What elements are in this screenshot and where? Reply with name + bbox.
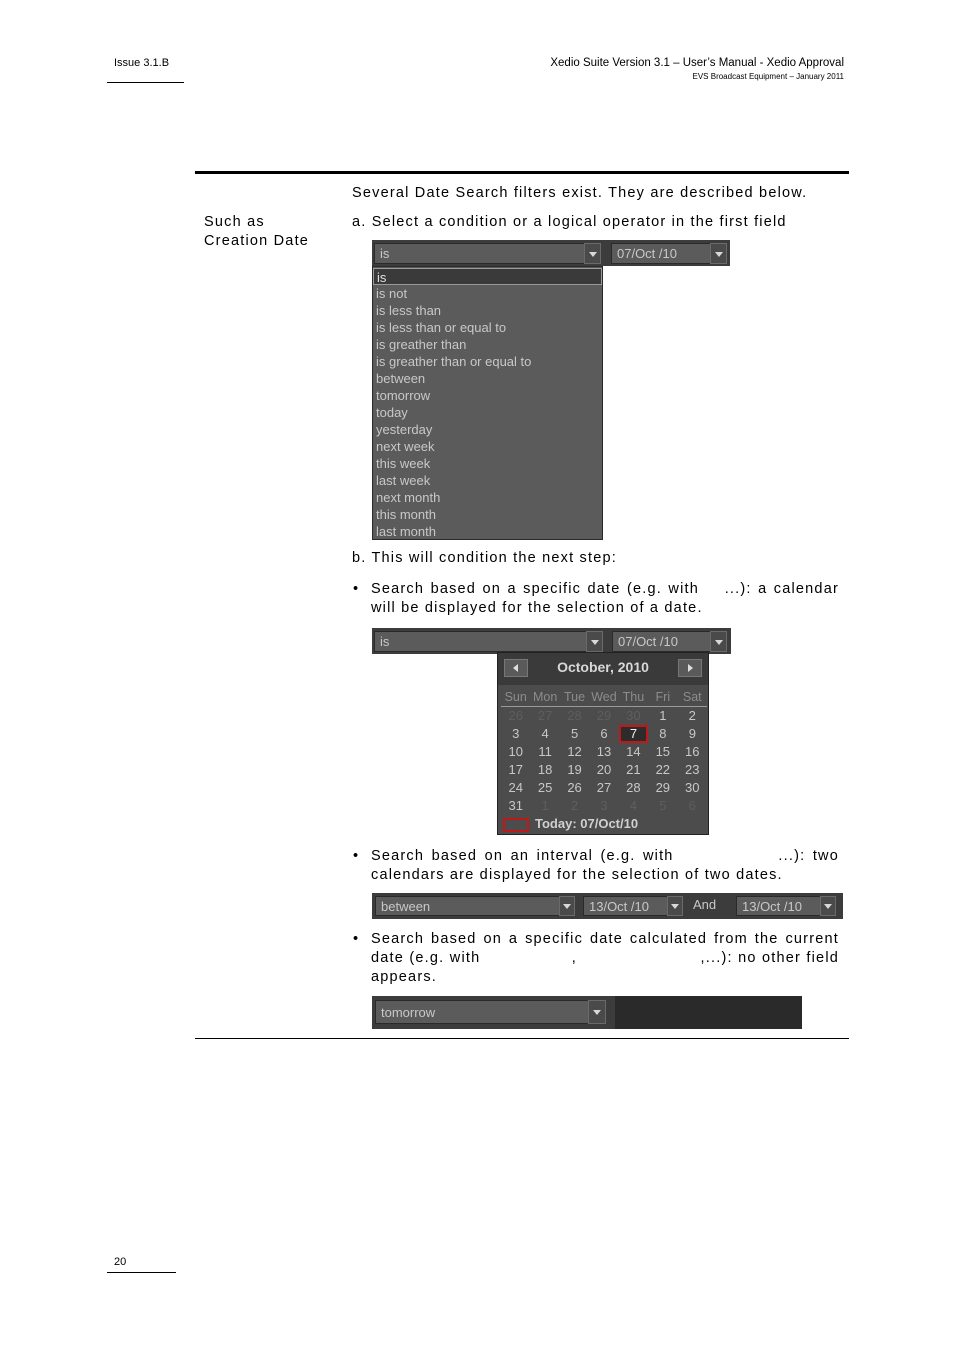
calendar-day[interactable]: 6 bbox=[688, 798, 696, 813]
field-label bbox=[204, 213, 344, 251]
weekday-label: Sat bbox=[682, 690, 702, 704]
screenshot-calendar bbox=[372, 628, 732, 836]
calendar-day[interactable]: 29 bbox=[655, 780, 671, 795]
condition-option[interactable]: is less than bbox=[376, 303, 442, 318]
calendar-day[interactable]: 17 bbox=[508, 762, 523, 777]
chevron-down-icon[interactable] bbox=[710, 243, 727, 264]
calendar-day[interactable]: 2 bbox=[570, 798, 579, 813]
calendar-day[interactable]: 30 bbox=[626, 708, 641, 723]
field-label-line1: Such as bbox=[204, 214, 265, 230]
calendar-day[interactable]: 13 bbox=[596, 744, 612, 759]
bullet-text: Search based on an interval (e.g. with ...): two calendars are displayed for the selection of two dates. bbox=[371, 848, 839, 883]
bullet-dot: • bbox=[353, 931, 360, 947]
condition-option[interactable]: today bbox=[376, 405, 408, 420]
bullet-dot: • bbox=[353, 581, 360, 597]
chevron-down-icon[interactable] bbox=[584, 243, 601, 264]
calendar-day[interactable]: 11 bbox=[538, 744, 552, 759]
step-a: a. Select a condition or a logical operator in the first field bbox=[352, 214, 787, 230]
weekday-label: Tue bbox=[564, 690, 586, 704]
condition-option[interactable]: is not bbox=[376, 286, 408, 301]
chevron-down-icon[interactable] bbox=[559, 896, 575, 916]
calendar-week bbox=[501, 779, 707, 797]
weekday-label: Thu bbox=[622, 690, 645, 704]
condition-option[interactable]: this week bbox=[376, 456, 431, 471]
calendar-week bbox=[501, 743, 707, 761]
calendar-day[interactable]: 1 bbox=[541, 798, 549, 813]
weekday-label: Fri bbox=[655, 690, 671, 704]
calendar-week bbox=[501, 797, 707, 815]
calendar-day[interactable]: 12 bbox=[567, 744, 582, 759]
calendar-day[interactable]: 4 bbox=[629, 798, 638, 813]
screenshot-between bbox=[372, 893, 843, 919]
calendar-week bbox=[501, 725, 707, 743]
calendar-day[interactable]: 19 bbox=[567, 762, 582, 777]
condition-options-list bbox=[372, 266, 603, 540]
calendar-week bbox=[501, 761, 707, 779]
calendar-day[interactable]: 29 bbox=[596, 708, 612, 723]
weekday-label: Sun bbox=[504, 690, 527, 704]
date-field[interactable]: 07/Oct /10 bbox=[612, 631, 713, 652]
condition-select[interactable]: is bbox=[374, 631, 588, 652]
condition-option[interactable]: is less than or equal to bbox=[376, 320, 507, 335]
date-field[interactable]: 07/Oct /10 bbox=[611, 243, 713, 264]
calendar-day[interactable]: 15 bbox=[655, 744, 671, 759]
date-to-field[interactable]: 13/Oct /10 bbox=[736, 896, 836, 916]
calendar-day[interactable]: 3 bbox=[512, 726, 520, 741]
chevron-down-icon[interactable] bbox=[710, 631, 727, 652]
calendar-day[interactable]: 6 bbox=[600, 726, 608, 741]
table-top-rule bbox=[195, 171, 849, 174]
calendar-day[interactable]: 24 bbox=[508, 780, 523, 795]
today-label: Today: 07/Oct/10 bbox=[535, 816, 639, 832]
document-subtitle: EVS Broadcast Equipment – January 2011 bbox=[692, 72, 844, 81]
calendar-day[interactable]: 1 bbox=[659, 708, 667, 723]
bullet-dot: • bbox=[353, 848, 360, 864]
and-label: And bbox=[693, 897, 717, 912]
calendar-grid bbox=[501, 688, 707, 815]
page-number: 20 bbox=[114, 1256, 127, 1268]
footer-rule bbox=[107, 1272, 176, 1273]
calendar-day[interactable]: 10 bbox=[508, 744, 523, 759]
calendar-day[interactable]: 18 bbox=[537, 762, 553, 777]
calendar-day[interactable]: 20 bbox=[596, 762, 612, 777]
chevron-down-icon[interactable] bbox=[667, 896, 683, 916]
screenshot-relative bbox=[372, 996, 802, 1029]
next-month-button[interactable] bbox=[678, 659, 702, 677]
calendar-day[interactable]: 26 bbox=[508, 708, 523, 723]
issue-label: Issue 3.1.B bbox=[114, 57, 170, 69]
calendar-day[interactable]: 21 bbox=[626, 762, 641, 777]
calendar-title: October, 2010 bbox=[557, 659, 649, 675]
bullet-relative-date bbox=[353, 930, 839, 987]
calendar-day[interactable]: 31 bbox=[508, 798, 523, 813]
calendar-day[interactable]: 25 bbox=[537, 780, 553, 795]
calendar-day[interactable]: 30 bbox=[685, 780, 700, 795]
today-footer[interactable] bbox=[503, 816, 638, 832]
calendar-day[interactable]: 4 bbox=[541, 726, 549, 741]
condition-select[interactable]: tomorrow bbox=[375, 1000, 591, 1024]
calendar-day[interactable]: 16 bbox=[685, 744, 700, 759]
step-b: b. This will condition the next step: bbox=[352, 550, 617, 566]
calendar-day[interactable]: 7 bbox=[619, 725, 649, 743]
calendar-day[interactable]: 14 bbox=[626, 744, 641, 759]
field-label-line2: Creation Date bbox=[204, 233, 310, 249]
bullet-text: Search based on a specific date calculated from the current date (e.g. with , ,...): no other field appears. bbox=[371, 931, 839, 985]
condition-option[interactable]: last week bbox=[376, 473, 431, 488]
weekday-row bbox=[501, 688, 707, 707]
calendar-day[interactable]: 23 bbox=[685, 762, 700, 777]
header-rule bbox=[107, 82, 184, 83]
calendar-day[interactable]: 2 bbox=[688, 708, 696, 723]
today-marker bbox=[503, 818, 529, 832]
calendar-day[interactable]: 26 bbox=[567, 780, 582, 795]
document-title: Xedio Suite Version 3.1 – User’s Manual - Xedio Approval bbox=[550, 57, 844, 69]
condition-option[interactable]: is bbox=[373, 268, 602, 285]
bullet-specific-date bbox=[353, 580, 839, 618]
date-from-field[interactable]: 13/Oct /10 bbox=[583, 896, 683, 916]
condition-option[interactable]: is greather than or equal to bbox=[376, 354, 532, 369]
chevron-down-icon[interactable] bbox=[820, 896, 836, 916]
bullet-text: Search based on a specific date (e.g. with ...): a calendar will be displayed for the selection of a date. bbox=[371, 581, 839, 616]
calendar-day[interactable]: 22 bbox=[655, 762, 671, 777]
calendar-day[interactable]: 5 bbox=[570, 726, 579, 741]
intro-paragraph: Several Date Search filters exist. They are described below. bbox=[352, 185, 808, 201]
calendar-day[interactable]: 28 bbox=[626, 780, 641, 795]
condition-option[interactable]: tomorrow bbox=[376, 388, 431, 403]
condition-option[interactable]: yesterday bbox=[376, 422, 433, 437]
condition-option[interactable]: this month bbox=[376, 507, 436, 522]
calendar-day[interactable]: 27 bbox=[596, 780, 612, 795]
calendar-day[interactable]: 8 bbox=[659, 726, 667, 741]
condition-option[interactable]: last month bbox=[376, 524, 436, 539]
calendar-day[interactable]: 28 bbox=[567, 708, 582, 723]
weekday-label: Mon bbox=[532, 690, 558, 704]
condition-select[interactable]: between bbox=[375, 896, 561, 916]
calendar-week bbox=[501, 707, 707, 725]
condition-option[interactable]: next week bbox=[376, 439, 435, 454]
condition-option[interactable]: between bbox=[376, 371, 426, 386]
screenshot-condition-list bbox=[372, 240, 731, 540]
calendar-day[interactable]: 3 bbox=[600, 798, 608, 813]
chevron-down-icon[interactable] bbox=[586, 631, 603, 652]
bullet-interval bbox=[353, 847, 839, 885]
condition-option[interactable]: is greather than bbox=[376, 337, 467, 352]
chevron-down-icon[interactable] bbox=[588, 1000, 606, 1024]
calendar-popup bbox=[497, 652, 709, 835]
weekday-label: Wed bbox=[591, 690, 617, 704]
condition-option[interactable]: next month bbox=[376, 490, 441, 505]
calendar-day[interactable]: 9 bbox=[688, 726, 696, 741]
condition-select[interactable]: is bbox=[374, 243, 586, 264]
calendar-day[interactable]: 5 bbox=[659, 798, 667, 813]
calendar-day[interactable]: 27 bbox=[537, 708, 553, 723]
table-bottom-rule bbox=[195, 1038, 849, 1039]
